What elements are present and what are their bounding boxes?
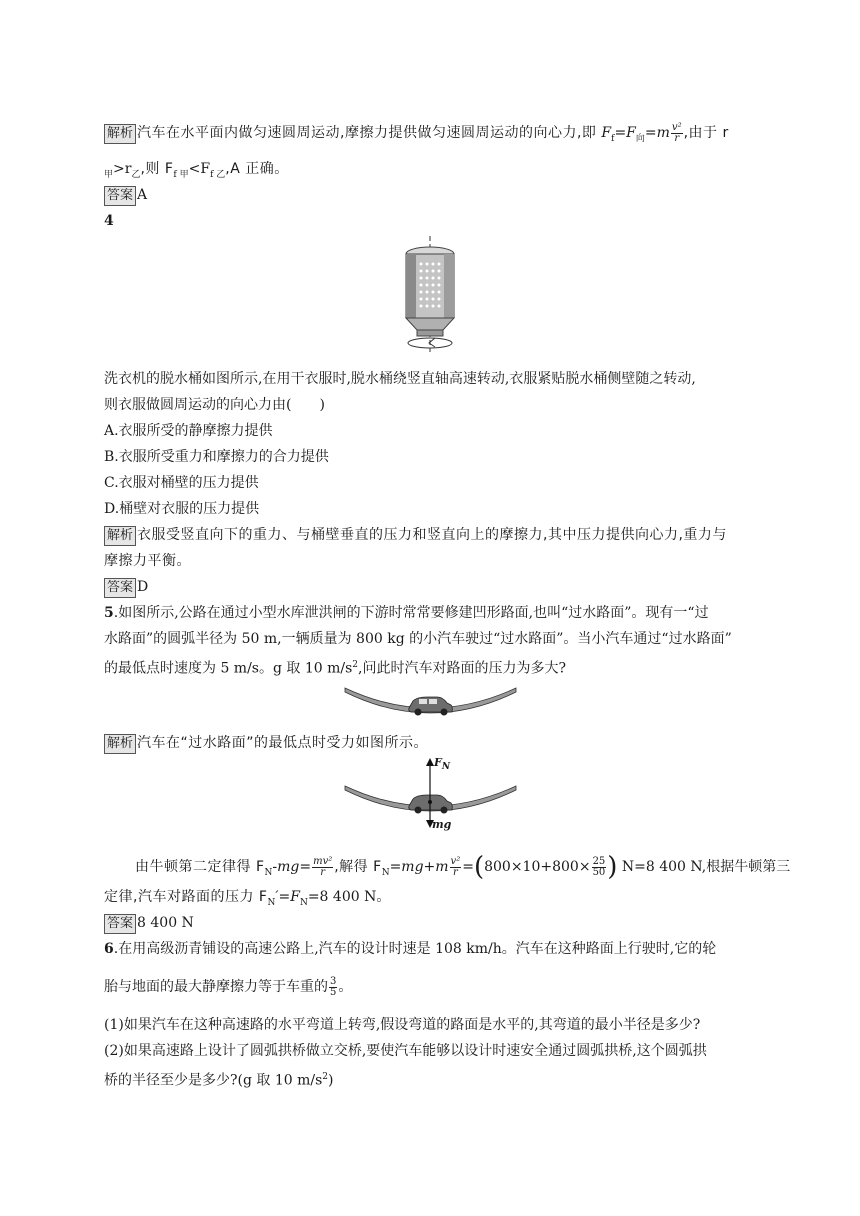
- answer-tag: 答案: [104, 186, 136, 206]
- analysis-tag: 解析: [104, 734, 136, 754]
- fraction: $\frac{25}{50}$: [592, 855, 606, 878]
- q6-sub2-line2: 桥的半径至少是多少?(g 取 10 $m/s^2$): [104, 1072, 334, 1089]
- q4-option-d: D.桶壁对衣服的压力提供: [104, 501, 260, 517]
- q4-option-c: C.衣服对桶壁的压力提供: [104, 475, 259, 491]
- mg-label: mg: [432, 818, 452, 831]
- fraction: $\frac{3}{5}$: [330, 975, 337, 998]
- fraction: $\frac{\text{v²}}{r}$: [450, 855, 461, 878]
- q3-answer: 答案 A: [104, 184, 147, 206]
- dip-road-figure: [343, 682, 518, 722]
- q6-stem-line1: 6.在用高级沥青铺设的高速公路上,汽车的设计时速是 108 km/h。汽车在这种路面上行驶时,它的轮: [104, 941, 717, 957]
- force-diagram-figure: [343, 756, 518, 832]
- q3-analysis-line1: 解析 汽车在水平面内做匀速圆周运动,摩擦力提供做匀速圆周运动的向心力,即 $F_f=F_向=m$ $\frac{\text{v²}}{r}$ ,由于 r: [104, 122, 729, 150]
- q4-stem-line2: 则衣服做圆周运动的向心力由( ): [104, 397, 325, 413]
- q5-solution-line1: 由牛顿第二定律得 $F_N-mg=$ $\frac{\text{mv²}}{r}$ ,解得 $F_N=mg+m$ $\frac{\text{v²}}{r}$ =(800×10+800× $\frac{25}{50}$ ) N=8 400 N,根据牛顿第三: [135, 852, 791, 882]
- q4-option-b: B.衣服所受重力和摩擦力的合力提供: [104, 449, 329, 465]
- answer-tag: 答案: [104, 578, 136, 598]
- fraction: $\frac{\text{v²}}{r}$: [671, 121, 682, 144]
- answer-tag: 答案: [104, 914, 136, 934]
- analysis-tag: 解析: [104, 526, 136, 546]
- q4-number: 4: [104, 213, 114, 229]
- left-paren: (: [473, 852, 485, 882]
- q5-stem-line3: 的最低点时速度为 5 m/s。g 取 10 $m/s^2$,问此时汽车对路面的压力为多大?: [104, 660, 566, 677]
- q4-answer: 答案 D: [104, 576, 148, 598]
- right-paren: ): [607, 852, 618, 882]
- fn-label: $F_N$: [434, 756, 451, 773]
- analysis-tag: 解析: [104, 124, 136, 144]
- q6-stem-line2: 胎与地面的最大静摩擦力等于车重的 $\frac{3}{5}$ 。: [104, 975, 353, 998]
- q6-sub1: (1)如果汽车在这种高速路的水平弯道上转弯,假设弯道的路面是水平的,其弯道的最小半径是多少?: [104, 1017, 701, 1033]
- q5-stem-line1: 5.如图所示,公路在通过小型水库泄洪闸的下游时常常要修建凹形路面,也叫“过水路面”。现有一“过: [104, 605, 709, 621]
- q4-analysis-line1: 解析 衣服受竖直向下的重力、与桶壁垂直的压力和竖直向上的摩擦力,其中压力提供向心力,重力与: [104, 524, 727, 546]
- q5-analysis-line1: 解析 汽车在“过水路面”的最低点时受力如图所示。: [104, 732, 428, 754]
- q5-solution-line2: 定律,汽车对路面的压力 $F_N'=F_N=8$ 400 N。: [104, 889, 391, 908]
- q5-answer: 答案 8 400 N: [104, 912, 194, 934]
- q4-option-a: A.衣服所受的静摩擦力提供: [104, 423, 273, 439]
- q6-sub2-line1: (2)如果高速路上设计了圆弧拱桥做立交桥,要使汽车能够以设计时速安全通过圆弧拱桥,这个圆弧拱: [104, 1043, 707, 1059]
- q3-analysis-line2: $_甲>r_乙$,则 $F_{f 甲}<F_{f 乙},A$ 正确。: [104, 161, 289, 180]
- q4-stem-line1: 洗衣机的脱水桶如图所示,在用干衣服时,脱水桶绕竖直轴高速转动,衣服紧贴脱水桶侧壁随之转动,: [104, 371, 696, 387]
- q5-stem-line2: 水路面”的圆弧半径为 50 m,一辆质量为 800 kg 的小汽车驶过“过水路面”。当小汽车通过“过水路面”: [104, 631, 732, 647]
- fraction: $\frac{\text{mv²}}{r}$: [313, 855, 333, 878]
- q4-analysis-line2: 摩擦力平衡。: [104, 553, 191, 569]
- spin-dryer-figure: [395, 234, 465, 354]
